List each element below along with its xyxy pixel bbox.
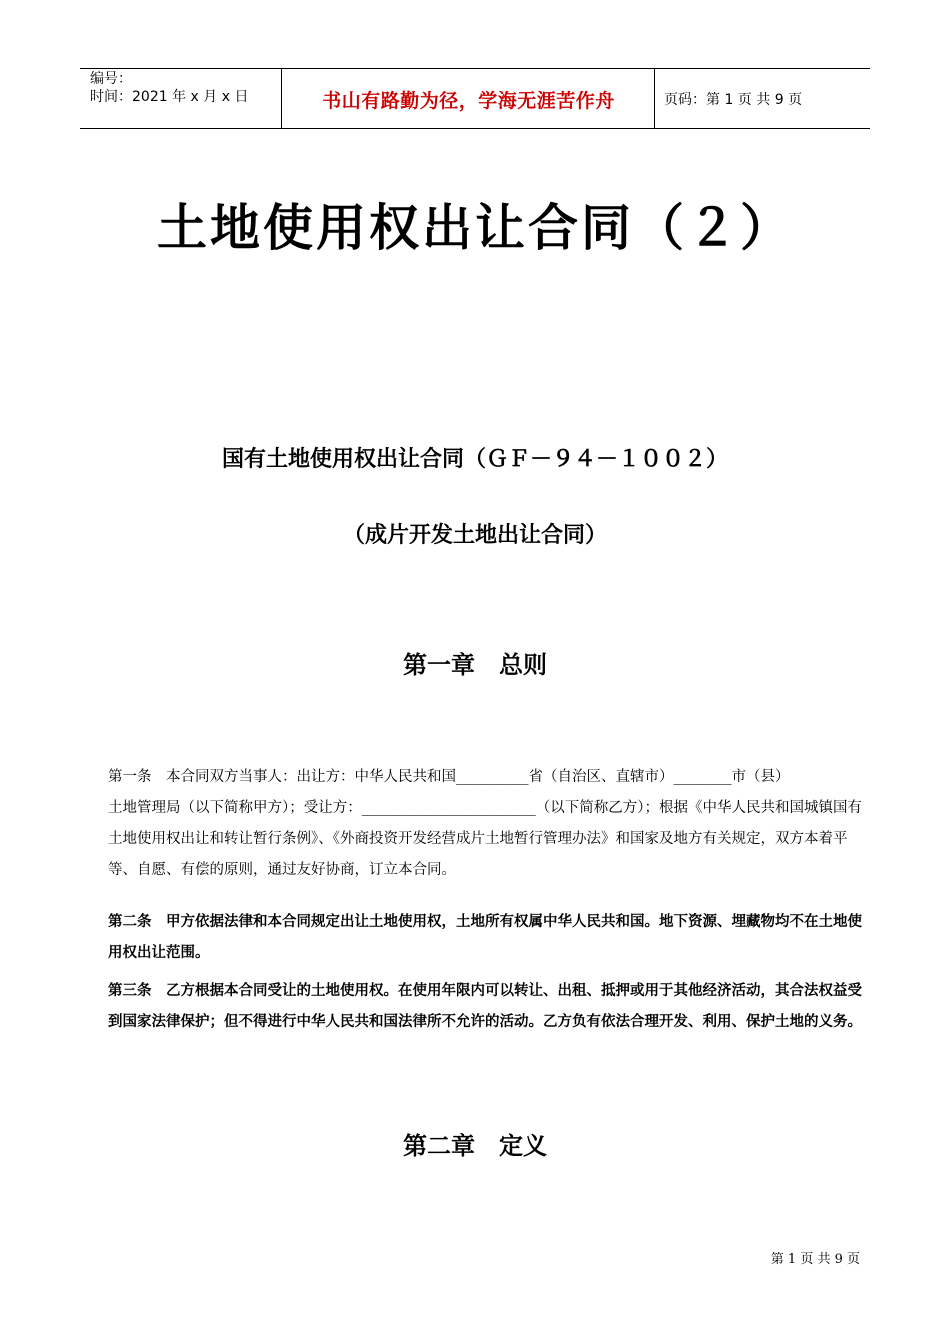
- document-time: 时间：2021 年 x 月 x 日: [90, 89, 249, 105]
- chapter-heading-2: 第二章 定义: [403, 1131, 547, 1160]
- header-top-border: [80, 68, 870, 69]
- page-footer: 第 1 页 共 9 页: [770, 1252, 860, 1267]
- article-1-body: 土地管理局（以下简称甲方）；受让方：________________________（以下简称乙方）；根据《中华人民共和国城镇国有土地使用权出让和转让暂行条例》、《外商投资开发经营成片土地暂行管理办法》和国家及地方有关规定，双方本着平等、自愿、有偿的原则，通过友好协商，订立本合同。: [108, 800, 862, 878]
- article-1-first-line: 第一条 本合同双方当事人：出让方：中华人民共和国__________省（自治区、直辖市）________市（县）: [108, 769, 790, 785]
- article-1: [92, 762, 864, 886]
- chapter-heading-1: 第一章 总则: [403, 650, 547, 679]
- contract-subtitle: 国有土地使用权出让合同（ＧＦ－９４－１００２）: [221, 446, 728, 472]
- header-meta: [90, 70, 248, 106]
- article-2: 第二条 甲方依据法律和本合同规定出让土地使用权，土地所有权属中华人民共和国。地下资源、埋藏物均不在土地使用权出让范围。: [108, 913, 862, 961]
- header-bottom-border: [80, 128, 870, 129]
- header-page-info: 页码：第 1 页 共 9 页: [664, 92, 803, 108]
- document-title: 土地使用权出让合同（２）: [157, 199, 793, 257]
- document-number: 编号：: [90, 71, 132, 87]
- contract-subtitle-type: （成片开发土地出让合同）: [342, 522, 607, 548]
- article-3: 第三条 乙方根据本合同受让的土地使用权。在使用年限内可以转让、出租、抵押或用于其他经济活动，其合法权益受到国家法律保护；但不得进行中华人民共和国法律所不允许的活动。乙方负有依法合理开发、利用、保护土地的义务。: [108, 982, 862, 1030]
- header-motto: 书山有路勤为径，学海无涯苦作舟: [322, 90, 615, 112]
